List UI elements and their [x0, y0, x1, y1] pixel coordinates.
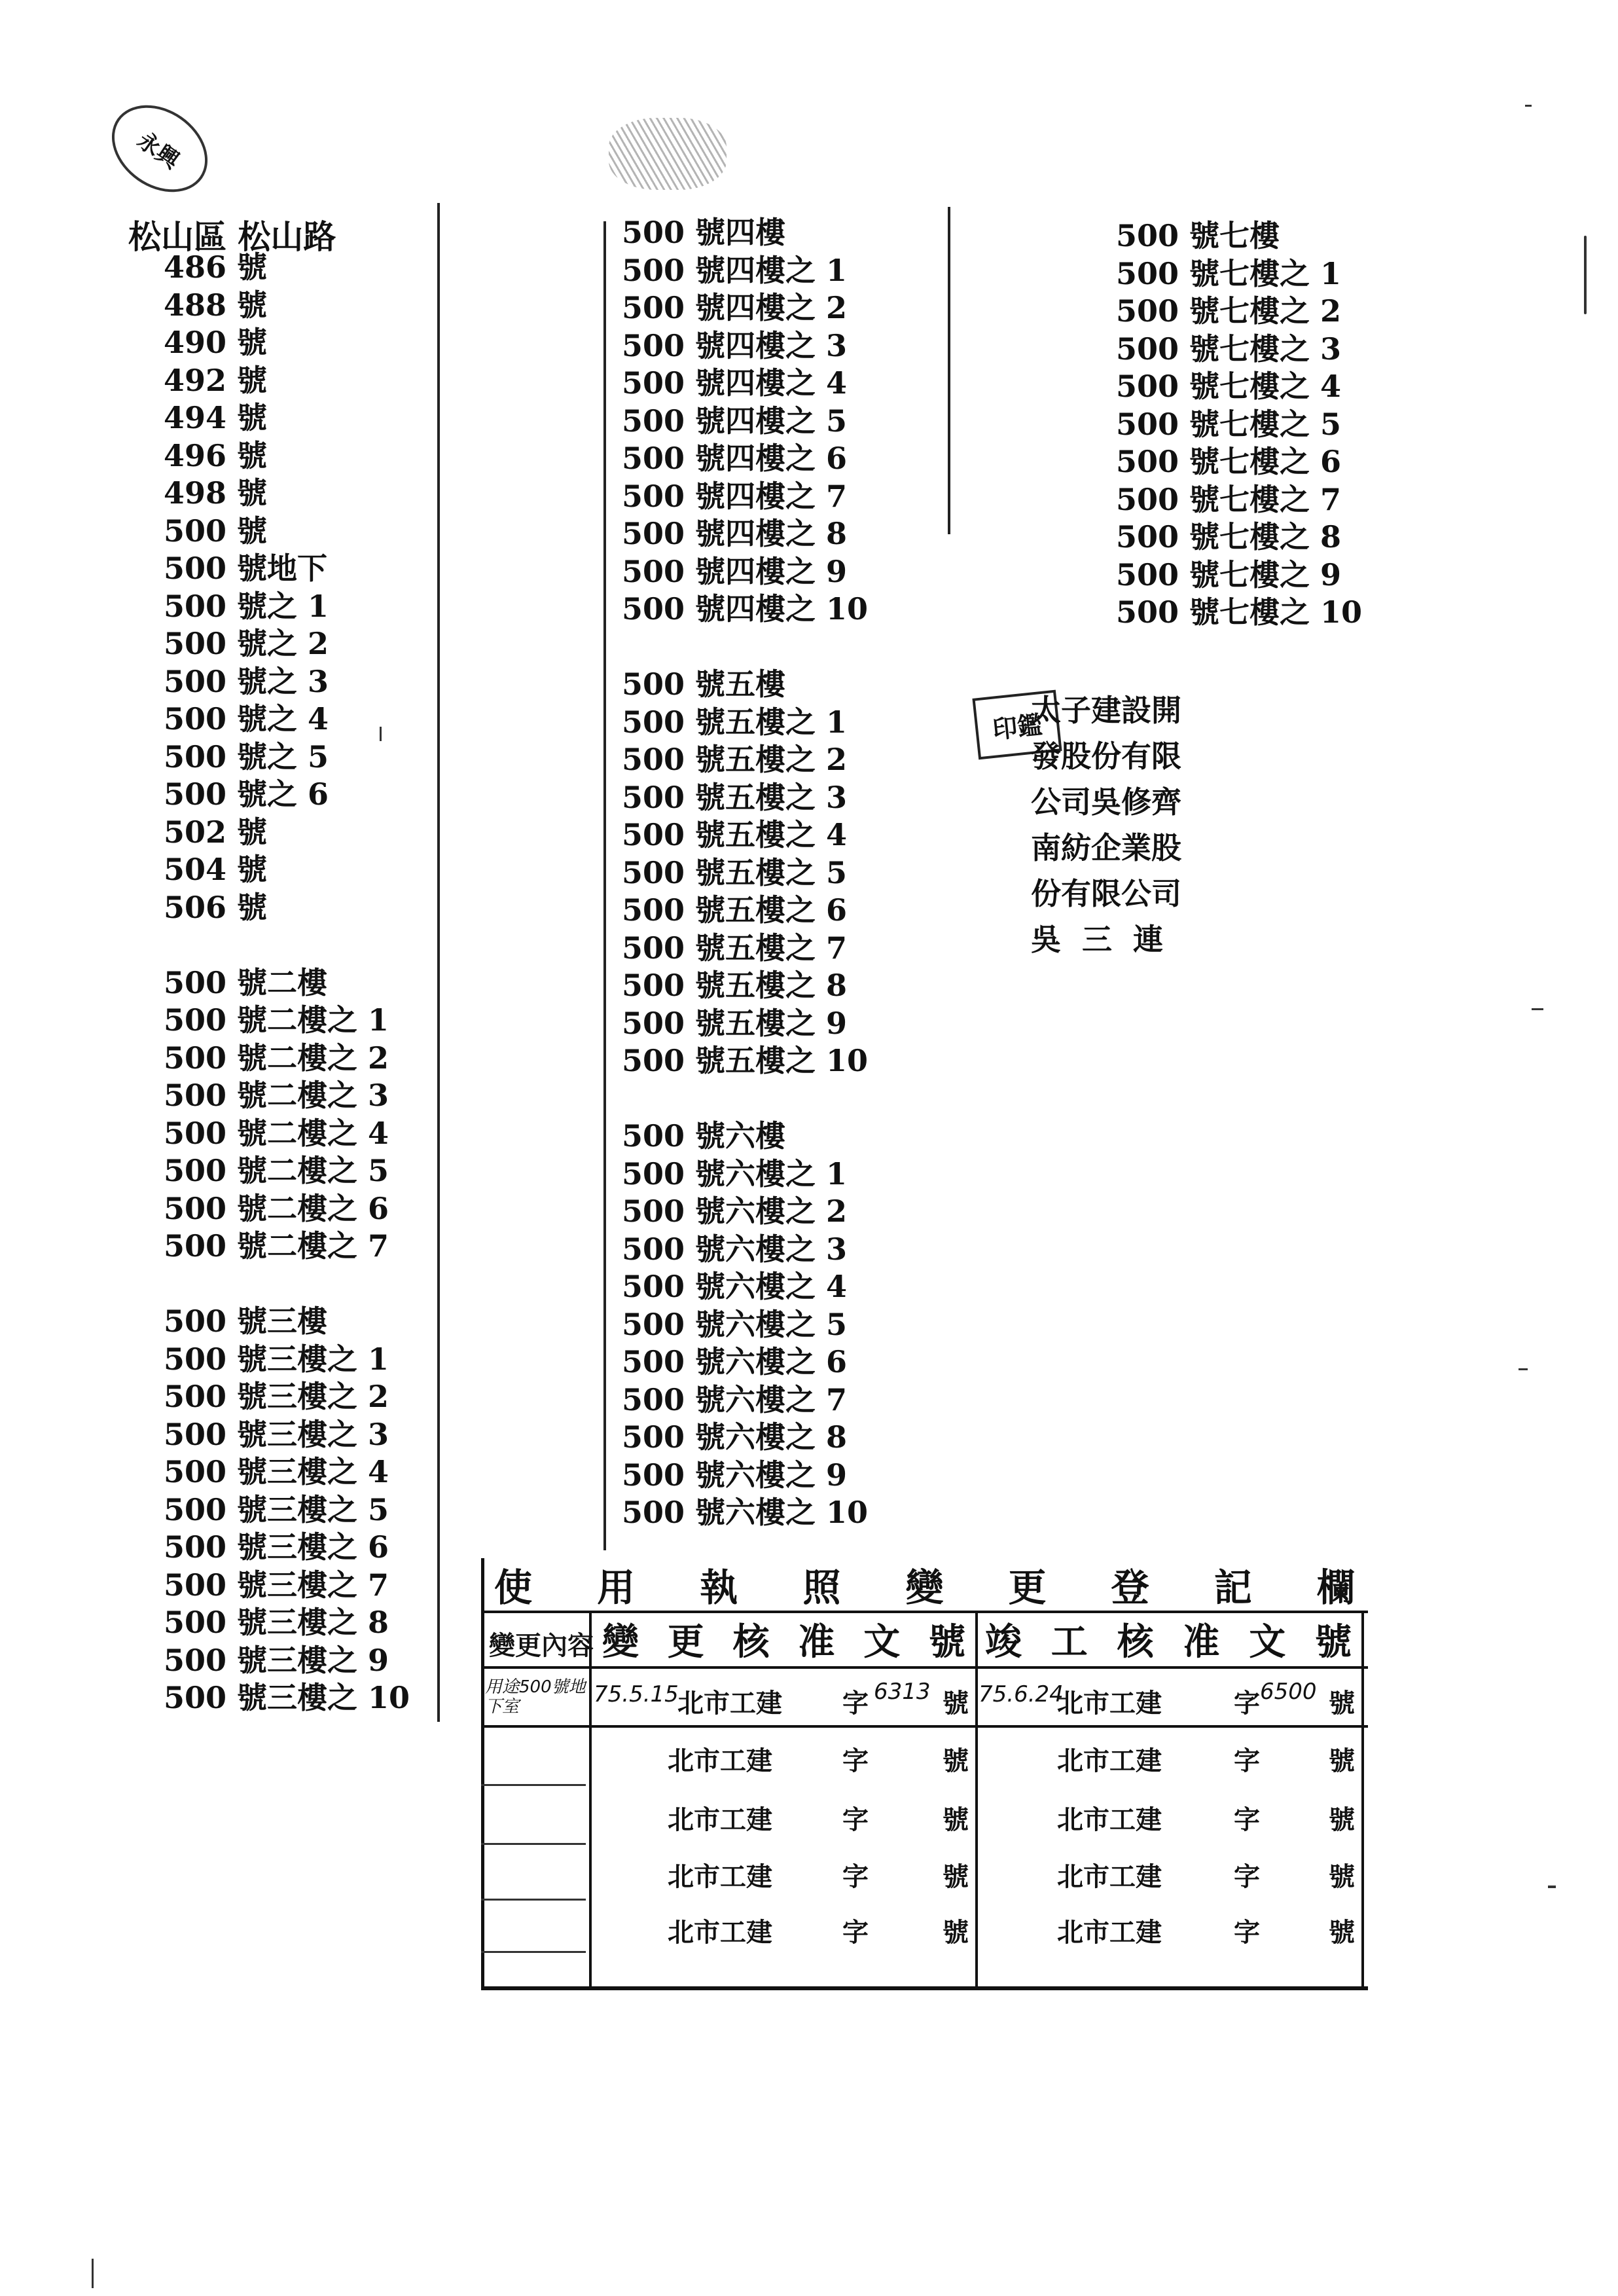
completion-hao: 號	[1329, 1804, 1355, 1835]
address-entry: 500 號三樓之 2	[164, 1379, 389, 1414]
table-rule	[481, 1725, 1368, 1728]
margin-speck	[1548, 1886, 1556, 1888]
address-entry: 500 號之 3	[164, 663, 329, 699]
row-rule	[481, 1951, 586, 1953]
address-entry: 500 號二樓之 3	[164, 1078, 389, 1113]
row1-change-number: 6313	[874, 1679, 931, 1705]
row-rule	[481, 1843, 586, 1845]
address-entry: 500 號三樓之 5	[164, 1491, 389, 1527]
margin-speck	[1584, 236, 1587, 314]
address-entry: 500 號五樓之 4	[622, 817, 848, 852]
group-spacer	[164, 1266, 410, 1303]
completion-hao: 號	[1329, 1861, 1355, 1892]
owner-name-line: 吳 三 連	[1031, 922, 1164, 957]
change-prefix: 北市工建	[668, 1917, 772, 1948]
address-entry: 500 號五樓之 7	[622, 930, 848, 966]
address-entry: 494 號	[164, 400, 268, 435]
owner-name-line: 太子建設開	[1031, 693, 1181, 728]
header-char: 變	[602, 1620, 639, 1664]
change-zi: 字	[842, 1745, 869, 1776]
address-entry: 500 號五樓	[622, 666, 786, 702]
address-entry: 500 號七樓之 2	[1116, 293, 1342, 329]
owner-name-line: 南紡企業股	[1031, 830, 1181, 866]
table-divider	[589, 1611, 592, 1990]
address-entry: 500 號六樓之 7	[622, 1381, 848, 1417]
address-entry: 500 號七樓之 9	[1116, 556, 1342, 592]
address-entry: 500 號六樓之 10	[622, 1495, 869, 1530]
completion-zi: 字	[1234, 1917, 1260, 1948]
title-char: 使	[494, 1565, 533, 1610]
address-entry: 500 號二樓之 1	[164, 1002, 389, 1038]
group-spacer	[164, 926, 410, 964]
address-entry: 500 號四樓之 8	[622, 516, 848, 551]
address-entry: 500 號四樓之 7	[622, 478, 848, 514]
address-entry: 500 號五樓之 10	[622, 1043, 869, 1078]
completion-zi: 字	[1234, 1804, 1260, 1835]
round-stamp	[95, 87, 224, 210]
margin-speck	[1532, 1008, 1543, 1010]
change-hao: 號	[943, 1917, 969, 1948]
change-prefix: 北市工建	[668, 1745, 772, 1776]
column-divider-1	[437, 203, 440, 1722]
header-char: 准	[1183, 1620, 1220, 1664]
address-entry: 500 號六樓之 8	[622, 1419, 848, 1455]
completion-hao: 號	[1329, 1688, 1355, 1719]
header-change-approval	[602, 1613, 965, 1666]
row1-completion-number: 6500	[1260, 1679, 1317, 1705]
change-hao: 號	[943, 1688, 969, 1719]
header-char: 竣	[985, 1620, 1022, 1664]
address-entry: 500 號四樓之 10	[622, 591, 869, 627]
address-entry: 488 號	[164, 287, 268, 323]
address-entry: 500 號四樓	[622, 215, 786, 250]
address-entry: 500 號三樓之 4	[164, 1454, 389, 1489]
address-entry: 500 號之 5	[164, 738, 329, 774]
address-entry: 500 號三樓之 7	[164, 1567, 389, 1603]
address-entry: 500 號三樓之 8	[164, 1605, 389, 1640]
address-entry: 500 號地下	[164, 551, 328, 586]
address-entry: 500 號三樓	[164, 1303, 328, 1339]
address-column-2	[622, 214, 868, 1532]
row1-change-content: 用途500號地下室	[485, 1677, 586, 1717]
address-entry: 500 號三樓之 6	[164, 1529, 389, 1565]
address-entry: 500 號七樓之 5	[1116, 406, 1342, 442]
table-divider	[975, 1611, 978, 1990]
header-char: 准	[798, 1620, 835, 1664]
address-entry: 500 號七樓	[1116, 218, 1280, 253]
group-spacer	[622, 629, 868, 666]
title-char: 記	[1214, 1565, 1252, 1610]
table-rule	[481, 1666, 1368, 1669]
row1-completion-date: 75.6.24	[979, 1681, 1064, 1707]
change-zi: 字	[842, 1804, 869, 1835]
margin-speck	[92, 2259, 94, 2288]
table-divider	[1361, 1611, 1364, 1990]
round-stamp-text: 永興	[132, 126, 185, 174]
header-char: 文	[863, 1620, 901, 1664]
address-column-3	[1116, 217, 1362, 632]
address-entry: 486 號	[164, 249, 268, 285]
change-hao: 號	[943, 1804, 969, 1835]
completion-hao: 號	[1329, 1745, 1355, 1776]
header-char: 工	[1051, 1620, 1088, 1664]
change-hao: 號	[943, 1745, 969, 1776]
registration-table	[481, 1558, 1368, 1990]
address-entry: 500 號二樓之 5	[164, 1153, 389, 1188]
change-prefix: 北市工建	[668, 1861, 772, 1892]
address-entry: 500 號三樓之 1	[164, 1341, 389, 1377]
address-entry: 500 號七樓之 10	[1116, 594, 1363, 630]
address-entry: 500 號三樓之 3	[164, 1416, 389, 1452]
margin-speck	[1519, 1368, 1528, 1370]
change-zi: 字	[842, 1861, 869, 1892]
change-zi: 字	[842, 1917, 869, 1948]
row-rule	[481, 1784, 586, 1786]
address-entry: 500 號七樓之 6	[1116, 444, 1342, 479]
ink-smudge	[609, 118, 727, 190]
group-spacer	[622, 1080, 868, 1118]
change-prefix: 北市工建	[668, 1804, 772, 1835]
address-entry: 492 號	[164, 362, 268, 398]
owner-seal-text: 印鑑	[991, 709, 1044, 744]
owner-name-line: 公司吳修齊	[1031, 784, 1181, 820]
address-entry: 500 號四樓之 9	[622, 553, 848, 589]
margin-speck	[380, 727, 382, 741]
address-entry: 500 號四樓之 6	[622, 441, 848, 476]
owner-name-line: 份有限公司	[1031, 876, 1181, 911]
address-entry: 500 號二樓之 4	[164, 1115, 389, 1151]
address-entry: 500 號四樓之 2	[622, 290, 848, 325]
change-hao: 號	[943, 1861, 969, 1892]
registration-title	[494, 1558, 1355, 1611]
address-entry: 500 號七樓之 1	[1116, 255, 1342, 291]
address-entry: 500 號七樓之 3	[1116, 331, 1342, 367]
header-completion-approval	[985, 1613, 1352, 1666]
address-entry: 500 號七樓之 4	[1116, 369, 1342, 404]
address-entry: 500 號三樓之 9	[164, 1642, 389, 1678]
address-entry: 500 號六樓之 1	[622, 1156, 848, 1192]
title-char: 照	[802, 1565, 841, 1610]
address-entry: 500 號	[164, 513, 268, 549]
address-entry: 500 號七樓之 8	[1116, 519, 1342, 555]
district-road-heading: 松山區 松山路	[128, 217, 336, 256]
address-entry: 500 號六樓之 4	[622, 1269, 848, 1304]
completion-zi: 字	[1234, 1745, 1260, 1776]
completion-prefix: 北市工建	[1057, 1804, 1162, 1835]
completion-prefix: 北市工建	[1057, 1861, 1162, 1892]
completion-hao: 號	[1329, 1917, 1355, 1948]
completion-prefix: 北市工建	[1057, 1688, 1162, 1719]
header-char: 核	[732, 1620, 770, 1664]
title-char: 欄	[1316, 1565, 1355, 1610]
address-entry: 498 號	[164, 475, 268, 511]
address-entry: 500 號二樓之 7	[164, 1228, 389, 1264]
address-entry: 500 號之 4	[164, 701, 329, 737]
address-entry: 506 號	[164, 889, 268, 925]
address-entry: 500 號六樓之 2	[622, 1194, 848, 1229]
row-rule	[481, 1899, 586, 1901]
address-entry: 500 號二樓	[164, 964, 328, 1000]
header-char: 號	[928, 1620, 965, 1664]
address-entry: 500 號五樓之 1	[622, 704, 848, 740]
address-entry: 496 號	[164, 437, 268, 473]
row1-change-date: 75.5.15	[594, 1681, 679, 1707]
completion-prefix: 北市工建	[1057, 1745, 1162, 1776]
address-entry: 500 號六樓之 5	[622, 1306, 848, 1342]
header-char: 更	[667, 1620, 704, 1664]
address-entry: 500 號五樓之 2	[622, 742, 848, 777]
address-entry: 500 號四樓之 3	[622, 327, 848, 363]
address-entry: 500 號七樓之 7	[1116, 481, 1342, 517]
address-entry: 500 號四樓之 4	[622, 365, 848, 401]
margin-speck	[1525, 105, 1532, 107]
address-entry: 500 號五樓之 6	[622, 892, 848, 928]
address-entry: 500 號四樓之 5	[622, 403, 848, 439]
completion-prefix: 北市工建	[1057, 1917, 1162, 1948]
header-char: 文	[1249, 1620, 1286, 1664]
address-entry: 500 號五樓之 8	[622, 968, 848, 1003]
address-entry: 500 號三樓之 10	[164, 1680, 410, 1715]
address-entry: 500 號之 1	[164, 588, 329, 624]
column-divider-3	[948, 207, 950, 534]
change-zi: 字	[842, 1688, 869, 1719]
address-entry: 490 號	[164, 325, 268, 360]
address-entry: 500 號六樓之 6	[622, 1344, 848, 1379]
title-char: 登	[1111, 1565, 1149, 1610]
header-change-content: 變更內容	[489, 1630, 594, 1661]
title-char: 更	[1008, 1565, 1047, 1610]
address-entry: 500 號六樓之 9	[622, 1457, 848, 1493]
owner-name-line: 發股份有限	[1031, 738, 1181, 774]
column-divider-2	[603, 221, 606, 1550]
address-entry: 500 號五樓之 9	[622, 1005, 848, 1041]
address-entry: 502 號	[164, 814, 268, 850]
address-entry: 500 號六樓之 3	[622, 1231, 848, 1267]
header-char: 核	[1117, 1620, 1154, 1664]
completion-zi: 字	[1234, 1861, 1260, 1892]
address-entry: 500 號四樓之 1	[622, 252, 848, 288]
address-entry: 504 號	[164, 852, 268, 887]
address-entry: 500 號五樓之 5	[622, 854, 848, 890]
address-entry: 500 號二樓之 6	[164, 1190, 389, 1226]
owner-names	[1031, 687, 1181, 962]
address-entry: 500 號之 2	[164, 626, 329, 661]
change-prefix: 北市工建	[677, 1688, 782, 1719]
address-entry: 500 號六樓	[622, 1118, 786, 1154]
title-char: 變	[905, 1565, 944, 1610]
address-entry: 500 號二樓之 2	[164, 1040, 389, 1076]
title-char: 用	[597, 1565, 636, 1610]
address-entry: 500 號五樓之 3	[622, 779, 848, 815]
address-entry: 500 號之 6	[164, 776, 329, 812]
completion-zi: 字	[1234, 1688, 1260, 1719]
address-column-1	[164, 249, 410, 1717]
header-char: 號	[1314, 1620, 1352, 1664]
title-char: 執	[700, 1565, 738, 1610]
